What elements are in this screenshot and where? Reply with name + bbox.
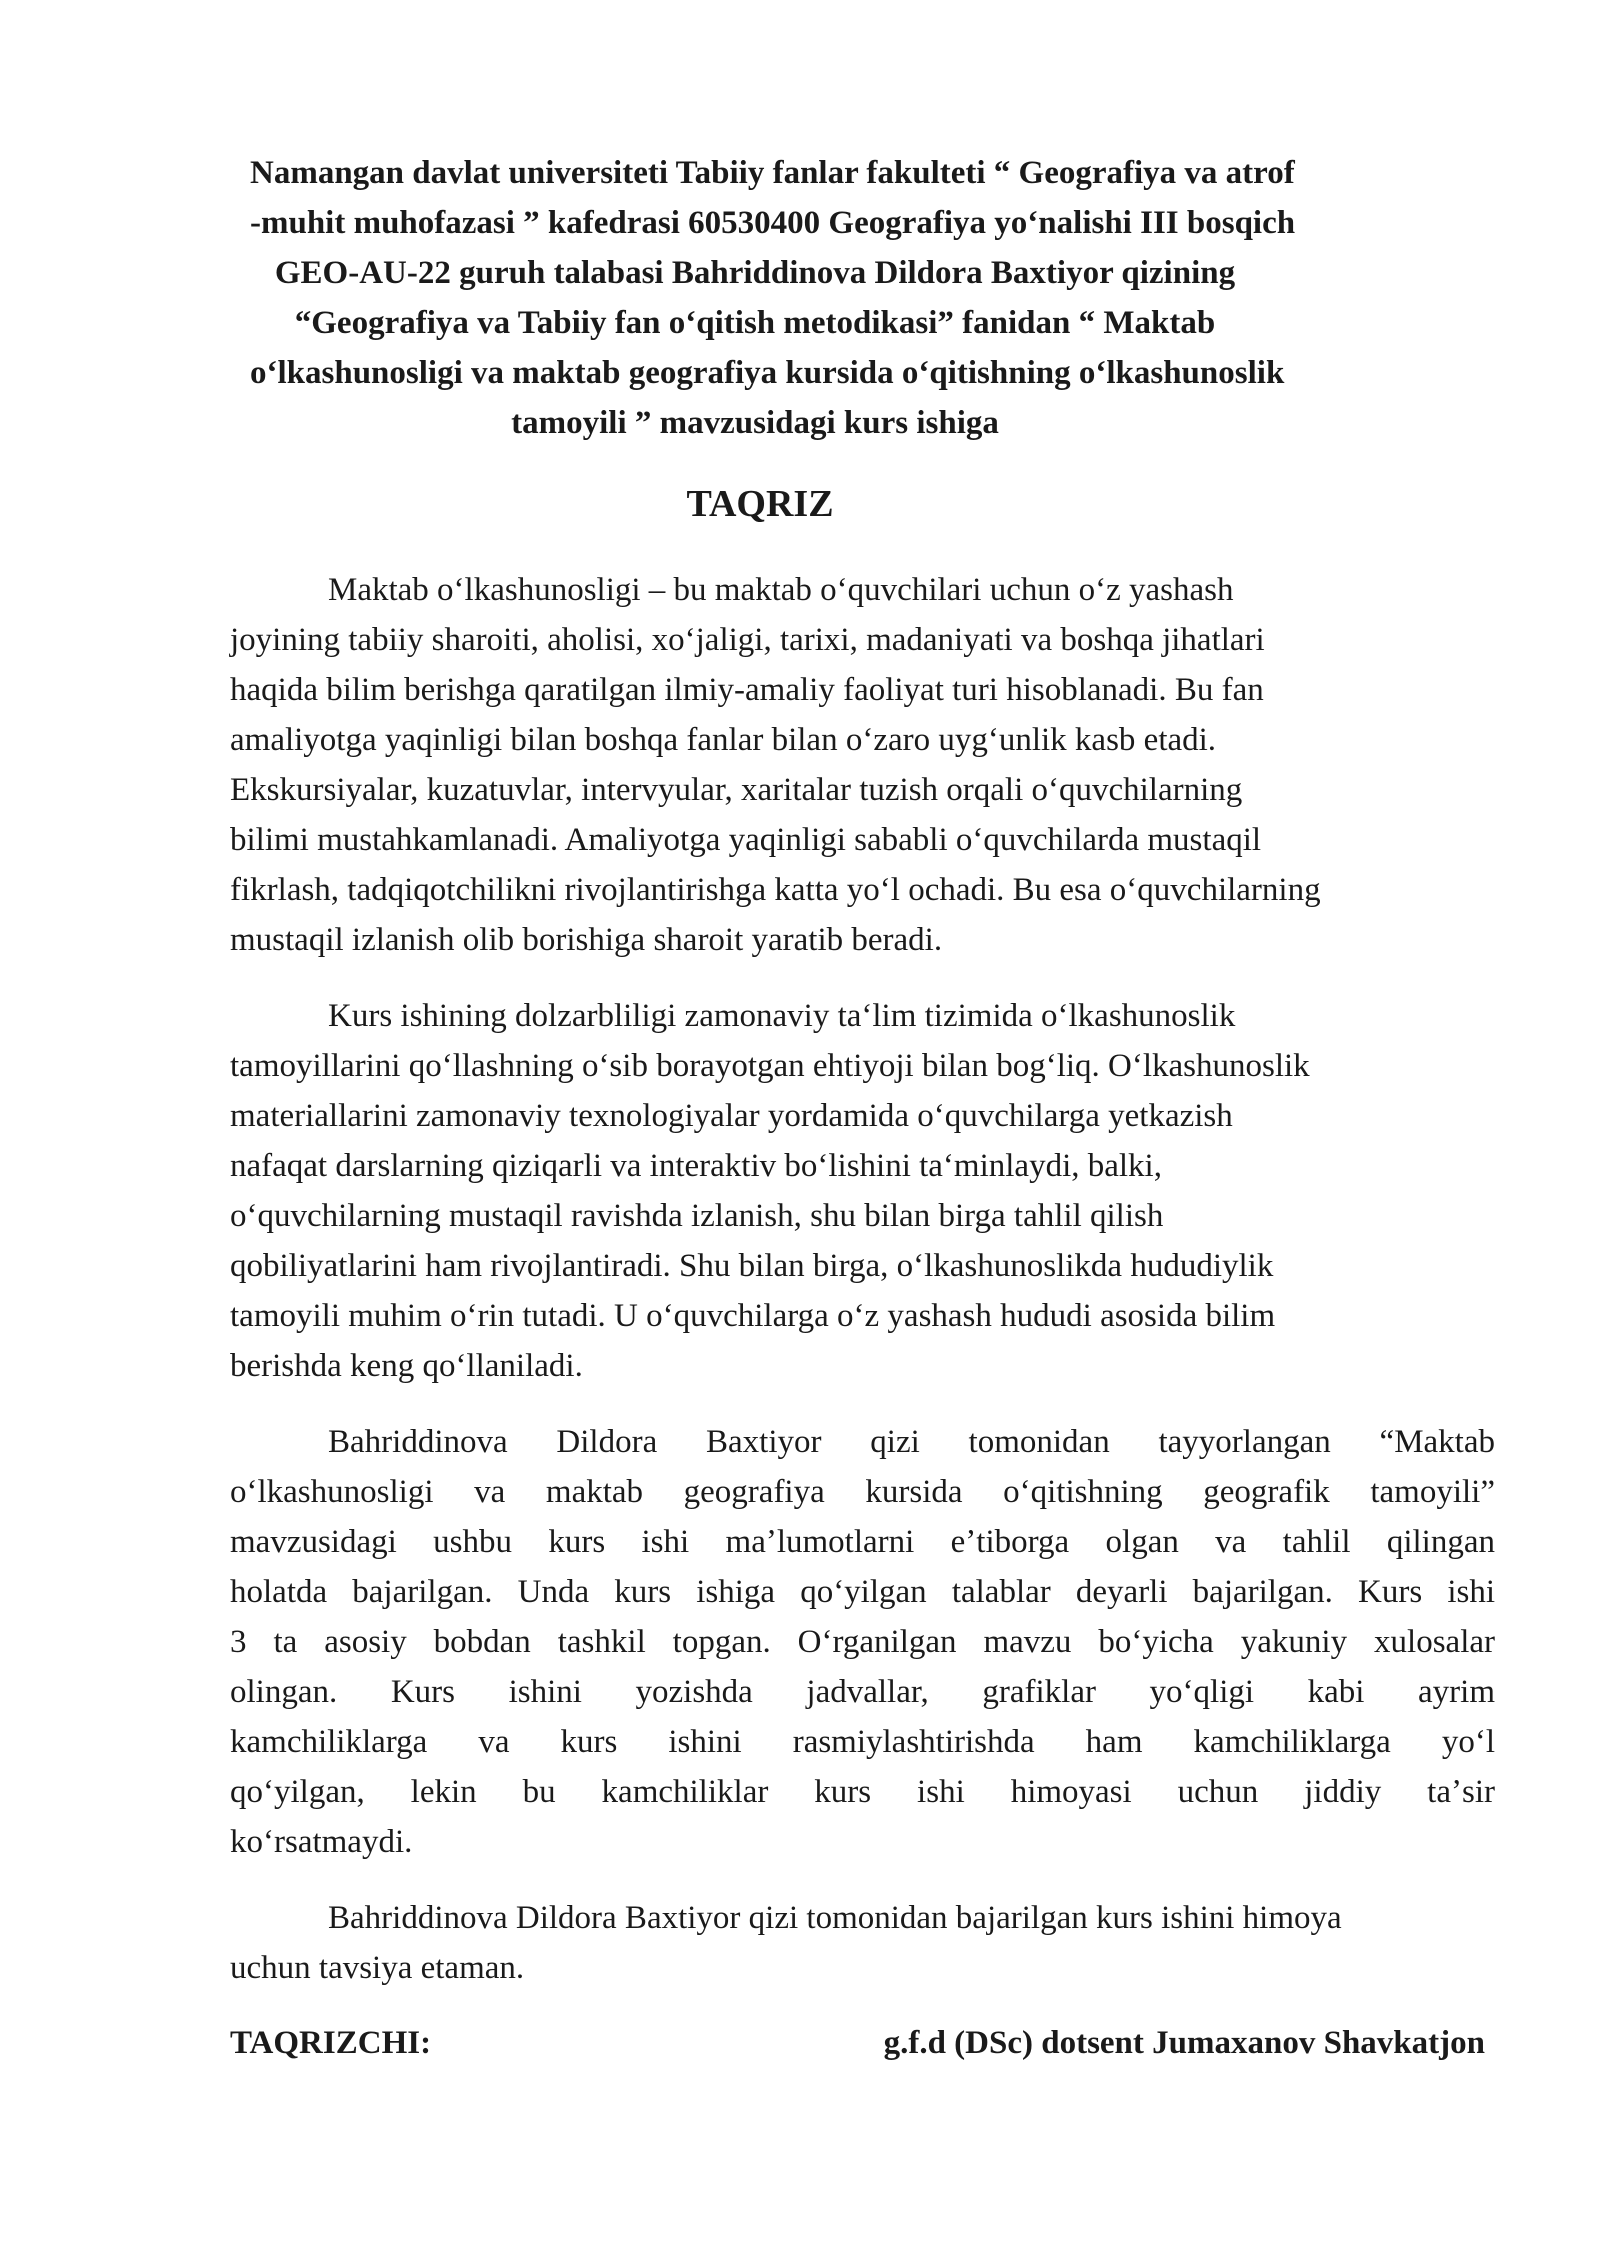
document-title: TAQRIZ bbox=[686, 483, 834, 525]
header-line: GEO-AU-22 guruh talabasi Bahriddinova Dildora Baxtiyor qizining bbox=[274, 255, 1236, 291]
paragraph-introduction bbox=[230, 565, 1495, 965]
paragraph-line: qoʻyilgan, lekin bu kamchiliklar kurs ishi himoyasi uchun jiddiy taʼsir bbox=[230, 1774, 1495, 1810]
paragraph-line: oʻquvchilarning mustaqil ravishda izlanish, shu bilan birga tahlil qilish bbox=[230, 1198, 1164, 1234]
paragraph-line: olingan. Kurs ishini yozishda jadvallar, grafiklar yoʻqligi kabi ayrim bbox=[230, 1674, 1495, 1710]
paragraph-assessment bbox=[230, 1417, 1495, 1867]
paragraph-recommendation bbox=[230, 1893, 1495, 1993]
document-body bbox=[230, 565, 1495, 2019]
header-line: tamoyili ” mavzusidagi kurs ishiga bbox=[511, 405, 999, 441]
paragraph-line: nafaqat darslarning qiziqarli va interaktiv boʻlishini taʻminlaydi, balki, bbox=[230, 1148, 1162, 1184]
paragraph-line: holatda bajarilgan. Unda kurs ishiga qoʻyilgan talablar deyarli bajarilgan. Kurs ishi bbox=[230, 1574, 1495, 1610]
paragraph-line: koʻrsatmaydi. bbox=[230, 1824, 413, 1860]
header-line: “Geografiya va Tabiiy fan oʻqitish metodikasi” fanidan “ Maktab bbox=[294, 305, 1216, 341]
paragraph-line: amaliyotga yaqinligi bilan boshqa fanlar bilan oʻzaro uygʻunlik kasb etadi. bbox=[230, 722, 1217, 758]
document-header bbox=[250, 148, 1296, 448]
paragraph-line: Maktab oʻlkashunosligi – bu maktab oʻquvchilari uchun oʻz yashash bbox=[328, 572, 1234, 608]
paragraph-line: mavzusidagi ushbu kurs ishi maʼlumotlarni eʼtiborga olgan va tahlil qilingan bbox=[230, 1524, 1495, 1560]
paragraph-line: haqida bilim berishga qaratilgan ilmiy-amaliy faoliyat turi hisoblanadi. Bu fan bbox=[230, 672, 1264, 708]
paragraph-line: tamoyillarini qoʻllashning oʻsib borayotgan ehtiyoji bilan bogʻliq. Oʻlkashunoslik bbox=[230, 1048, 1310, 1084]
paragraph-line: kamchiliklarga va kurs ishini rasmiylashtirishda ham kamchiliklarga yoʻl bbox=[230, 1724, 1495, 1760]
paragraph-line: berishda keng qoʻllaniladi. bbox=[230, 1348, 583, 1384]
paragraph-line: qobiliyatlarini ham rivojlantiradi. Shu bilan birga, oʻlkashunoslikda hududiylik bbox=[230, 1248, 1274, 1284]
paragraph-line: Ekskursiyalar, kuzatuvlar, intervyular, xaritalar tuzish orqali oʻquvchilarning bbox=[230, 772, 1243, 808]
paragraph-relevance bbox=[230, 991, 1495, 1391]
paragraph-line: Bahriddinova Dildora Baxtiyor qizi tomonidan bajarilgan kurs ishini himoya bbox=[328, 1900, 1342, 1936]
header-line: oʻlkashunosligi va maktab geografiya kursida oʻqitishning oʻlkashunoslik bbox=[250, 355, 1285, 391]
header-line: Namangan davlat universiteti Tabiiy fanlar fakulteti “ Geografiya va atrof bbox=[250, 155, 1295, 191]
paragraph-line: Bahriddinova Dildora Baxtiyor qizi tomonidan tayyorlangan “Maktab bbox=[328, 1424, 1495, 1460]
header-line: -muhit muhofazasi ” kafedrasi 60530400 Geografiya yoʻnalishi III bosqich bbox=[250, 205, 1296, 241]
paragraph-line: mustaqil izlanish olib borishiga sharoit yaratib beradi. bbox=[230, 922, 943, 958]
paragraph-line: tamoyili muhim oʻrin tutadi. U oʻquvchilarga oʻz yashash hududi asosida bilim bbox=[230, 1298, 1276, 1334]
reviewer-name: g.f.d (DSc) dotsent Jumaxanov Shavkatjon bbox=[883, 2025, 1485, 2061]
paragraph-line: oʻlkashunosligi va maktab geografiya kursida oʻqitishning geografik tamoyili” bbox=[230, 1474, 1495, 1510]
paragraph-line: bilimi mustahkamlanadi. Amaliyotga yaqinligi sababli oʻquvchilarda mustaqil bbox=[230, 822, 1262, 858]
paragraph-line: materiallarini zamonaviy texnologiyalar yordamida oʻquvchilarga yetkazish bbox=[230, 1098, 1233, 1134]
paragraph-line: Kurs ishining dolzarbliligi zamonaviy taʻlim tizimida oʻlkashunoslik bbox=[328, 998, 1236, 1034]
reviewer-label: TAQRIZCHI: bbox=[230, 2025, 432, 2061]
paragraph-line: 3 ta asosiy bobdan tashkil topgan. Oʻrganilgan mavzu boʻyicha yakuniy xulosalar bbox=[230, 1624, 1495, 1660]
paragraph-line: fikrlash, tadqiqotchilikni rivojlantirishga katta yoʻl ochadi. Bu esa oʻquvchilarning bbox=[230, 872, 1321, 908]
paragraph-line: uchun tavsiya etaman. bbox=[230, 1950, 525, 1986]
paragraph-line: joyining tabiiy sharoiti, aholisi, xoʻjaligi, tarixi, madaniyati va boshqa jihatlari bbox=[230, 622, 1265, 658]
